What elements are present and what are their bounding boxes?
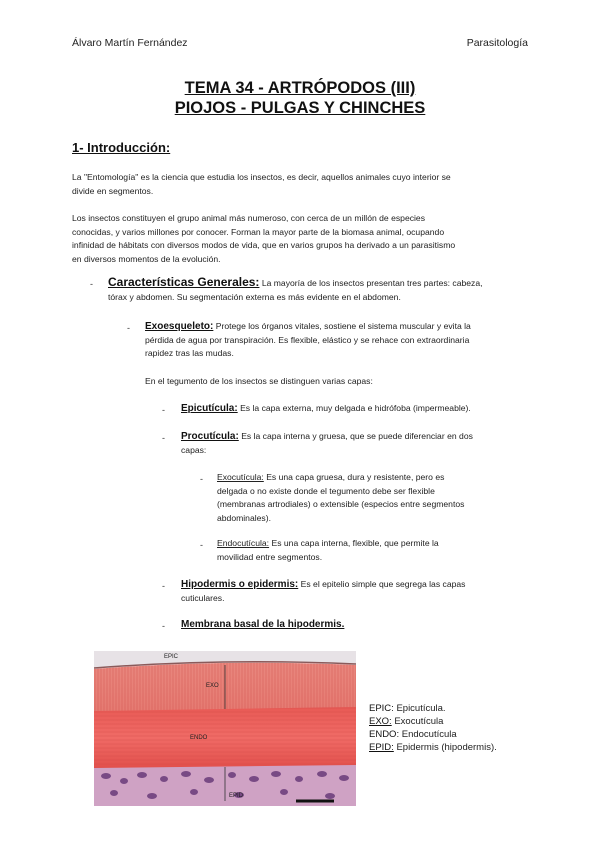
text-line: (membranas artrodiales) o extensible (especios entre segmentos	[217, 499, 465, 509]
label-epic: EPIC	[164, 654, 179, 660]
figure-legend	[369, 702, 497, 754]
text-line: La mayoría de los insectos presentan tres partes: cabeza,	[261, 278, 483, 288]
label-epid: EPID	[229, 793, 244, 799]
label-exo: EXO	[206, 683, 219, 689]
text-line: infinidad de hábitats con diversos modos de vida, que en varios grupos ha derivado a un parasitismo	[72, 240, 456, 250]
header-author: Álvaro Martín Fernández	[72, 37, 188, 49]
legend-value: Epidermis (hipodermis).	[396, 742, 497, 753]
caracteristicas-label: Características Generales:	[108, 275, 260, 289]
text-line: Protege los órganos vitales, sostiene el sistema muscular y evita la	[215, 321, 471, 331]
page-subtitle: PIOJOS - PULGAS Y CHINCHES	[174, 99, 426, 117]
text-line: rapidez tras las mudas.	[145, 348, 234, 358]
intro-paragraph-2	[72, 212, 455, 266]
bullet-procuticula	[181, 430, 531, 457]
hipodermis-label: Hipodermis o epidermis:	[181, 579, 299, 590]
bullet-dash: -	[127, 323, 130, 333]
bullet-dash: -	[162, 581, 165, 591]
text-line: Los insectos constituyen el grupo animal más numeroso, con cerca de un millón de especies	[72, 213, 426, 223]
bullet-exocuticula	[217, 471, 537, 525]
bullet-exoesqueleto	[145, 320, 535, 361]
text-line: en diversos momentos de la evolución.	[72, 253, 221, 264]
header-subject: Parasitología	[466, 37, 528, 49]
tegumento-intro: En el tegumento de los insectos se distinguen varias capas:	[145, 376, 373, 386]
text-line: Es una capa interna, flexible, que permite la	[271, 538, 439, 548]
exoesqueleto-label: Exoesqueleto:	[145, 321, 214, 332]
bullet-dash: -	[200, 474, 203, 484]
legend-value: Epicutícula.	[396, 703, 446, 714]
text-line: abdominales).	[217, 512, 271, 523]
legend-value: Exocutícula	[394, 716, 444, 727]
bullet-epicuticula	[181, 402, 471, 416]
legend-key: EXO:	[369, 716, 392, 727]
membrana-basal-label: Membrana basal de la hipodermis.	[181, 619, 345, 630]
bullet-membrana-basal	[181, 618, 344, 632]
endocuticula-label: Endocutícula:	[217, 538, 270, 548]
bullet-hipodermis	[181, 578, 531, 605]
text-line: pérdida de agua por transpiración. Es flexible, elástico y se rehace con extraordinaria	[145, 334, 470, 345]
legend-key: ENDO:	[369, 729, 400, 740]
legend-key: EPID:	[369, 742, 394, 753]
bullet-dash: -	[200, 540, 203, 550]
intro-paragraph-1	[72, 171, 451, 198]
bullet-dash: -	[162, 405, 165, 415]
label-endo: ENDO	[190, 735, 208, 741]
text-line: Es el epitelio simple que segrega las capas	[300, 579, 466, 589]
page-title: TEMA 34 - ARTRÓPODOS (III)	[184, 79, 416, 97]
bullet-dash: -	[162, 621, 165, 631]
text-line: conocidas, y varios millones por conocer. Forman la mayor parte de la biomasa animal, ocupando	[72, 226, 445, 237]
text-line: Es la capa interna y gruesa, que se puede diferenciar en dos	[241, 431, 473, 441]
text-line: Es la capa externa, muy delgada e hidrófoba (impermeable).	[240, 403, 471, 413]
text-line: Es una capa gruesa, dura y resistente, pero es	[266, 472, 445, 482]
cuticle-micrograph	[94, 651, 356, 806]
legend-value: Endocutícula	[401, 729, 457, 740]
bullet-dash: -	[162, 433, 165, 443]
bullet-endocuticula	[217, 537, 537, 564]
text-line: cuticulares.	[181, 592, 225, 603]
text-line: delgada o no existe donde el tegumento debe ser flexible	[217, 485, 435, 496]
text-line: tórax y abdomen. Su segmentación externa es más evidente en el abdomen.	[108, 291, 401, 302]
exocuticula-label: Exocutícula:	[217, 472, 264, 482]
procuticula-label: Procutícula:	[181, 431, 239, 442]
text-line: divide en segmentos.	[72, 185, 154, 196]
bullet-dash: -	[90, 279, 93, 289]
epicuticula-label: Epicutícula:	[181, 403, 238, 414]
legend-key: EPIC:	[369, 703, 394, 714]
text-line: La "Entomología" es la ciencia que estudia los insectos, es decir, aquellos animales cuyo interior se	[72, 172, 451, 182]
section-heading: 1- Introducción:	[72, 140, 171, 155]
bullet-caracteristicas	[108, 276, 538, 304]
text-line: capas:	[181, 444, 207, 455]
text-line: movilidad entre segmentos.	[217, 551, 323, 562]
